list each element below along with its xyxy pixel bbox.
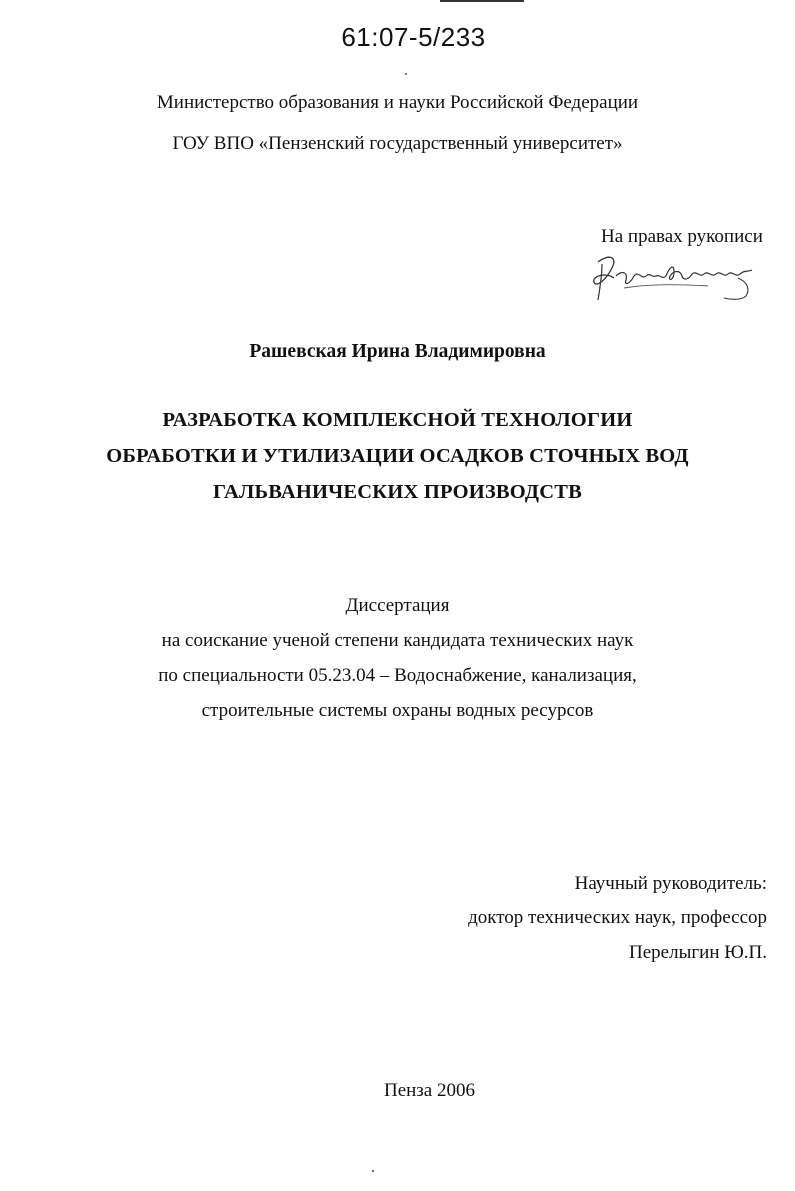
supervisor-name: Перелыгин Ю.П. bbox=[629, 942, 767, 963]
city-year: Пенза 2006 bbox=[383, 1080, 475, 1101]
degree-line: на соискание ученой степени кандидата технических наук bbox=[161, 630, 634, 651]
top-edge-mark bbox=[440, 0, 524, 2]
dissertation-label: Диссертация bbox=[345, 595, 450, 616]
supervisor-label: Научный руководитель: bbox=[574, 873, 767, 894]
author-name: Рашевская Ирина Владимировна bbox=[249, 341, 546, 362]
manuscript-rights-label: На правах рукописи bbox=[601, 226, 763, 247]
scan-speck bbox=[405, 73, 407, 75]
scan-speck bbox=[372, 1170, 374, 1172]
title-line-2: ОБРАБОТКИ И УТИЛИЗАЦИИ ОСАДКОВ СТОЧНЫХ ВОД bbox=[106, 445, 689, 467]
supervisor-degree: доктор технических наук, профессор bbox=[468, 907, 767, 928]
author-signature bbox=[588, 248, 768, 308]
specialty-line-cont: строительные системы охраны водных ресурсов bbox=[201, 700, 594, 721]
archive-code: 61:07-5/233 bbox=[341, 22, 486, 52]
specialty-line: по специальности 05.23.04 – Водоснабжение, канализация, bbox=[158, 665, 637, 686]
title-line-3: ГАЛЬВАНИЧЕСКИХ ПРОИЗВОДСТВ bbox=[213, 481, 582, 503]
ministry-line: Министерство образования и науки Российской Федерации bbox=[156, 92, 639, 113]
title-line-1: РАЗРАБОТКА КОМПЛЕКСНОЙ ТЕХНОЛОГИИ bbox=[162, 409, 633, 431]
university-line: ГОУ ВПО «Пензенский государственный университет» bbox=[172, 133, 623, 154]
